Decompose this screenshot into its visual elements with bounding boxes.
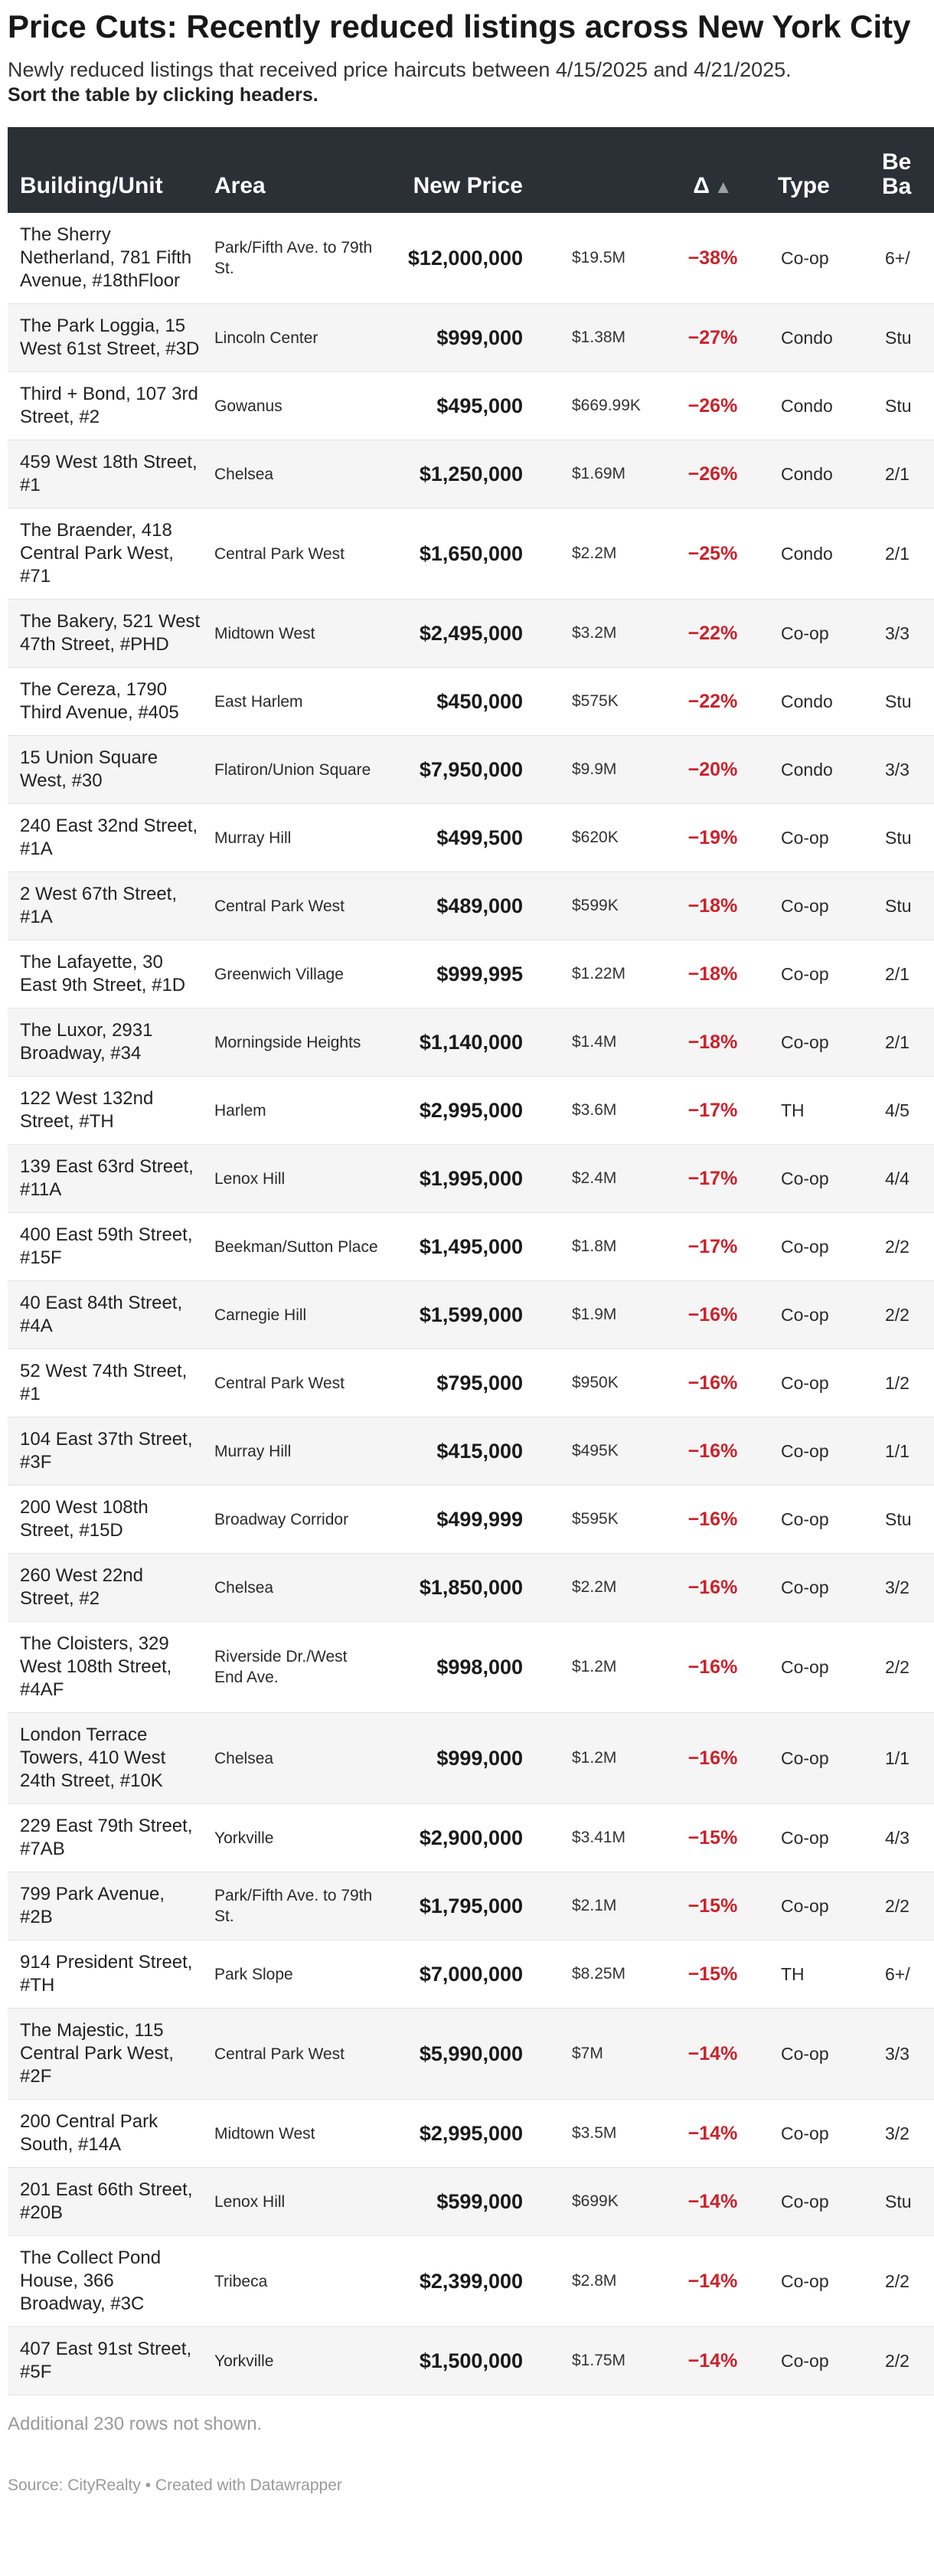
cell-delta: −16% xyxy=(687,1440,738,1462)
cell-new-price: $499,999 xyxy=(436,1507,523,1531)
cell-old-price: $3.5M xyxy=(572,2124,617,2142)
cell-bed-bath: 3/3 xyxy=(885,2043,910,2064)
cell-new-price: $495,000 xyxy=(436,394,523,417)
cell-bed-bath: 1/2 xyxy=(885,1372,910,1393)
table-row xyxy=(8,940,934,1008)
cell-delta: −26% xyxy=(687,394,738,417)
cell-building: The Braender, 418 Central Park West, #71 xyxy=(20,520,174,587)
sort-ascending-icon: ▲ xyxy=(714,177,733,198)
cell-area: Lenox Hill xyxy=(214,1169,286,1188)
cell-type: Co-op xyxy=(781,963,829,984)
cell-bed-bath: 2/2 xyxy=(885,2350,910,2371)
cell-old-price: $1.4M xyxy=(572,1033,617,1051)
cell-new-price: $998,000 xyxy=(436,1655,523,1679)
table-row xyxy=(8,1804,934,1872)
column-header-bed-bath-line1: Be xyxy=(882,149,912,175)
cell-old-price: $3.41M xyxy=(572,1829,626,1846)
cell-type: Co-op xyxy=(781,1656,829,1677)
cell-area: Gowanus xyxy=(214,397,282,415)
cell-type: Co-op xyxy=(781,2191,829,2212)
cell-new-price: $1,850,000 xyxy=(419,1575,523,1599)
cell-building: 122 West 132nd Street, #TH xyxy=(20,1088,154,1132)
cell-new-price: $999,000 xyxy=(436,325,523,349)
cell-building: The Lafayette, 30 East 9th Street, #1D xyxy=(20,952,186,995)
cell-new-price: $2,399,000 xyxy=(419,2269,523,2293)
cell-new-price: $12,000,000 xyxy=(407,246,523,270)
cell-type: Co-op xyxy=(781,1895,829,1916)
cell-delta: −22% xyxy=(687,690,738,712)
table-row xyxy=(8,1281,934,1349)
cell-bed-bath: Stu xyxy=(885,895,912,916)
cell-type: TH xyxy=(781,1963,805,1984)
cell-old-price: $2.8M xyxy=(572,2272,617,2290)
cell-old-price: $2.4M xyxy=(572,1169,617,1187)
more-rows-note: Additional 230 rows not shown. xyxy=(8,2414,263,2434)
column-header-type-label: Type xyxy=(778,173,830,198)
cell-new-price: $2,995,000 xyxy=(419,2121,523,2145)
cell-type: Co-op xyxy=(781,1440,829,1461)
cell-old-price: $2.2M xyxy=(572,544,617,562)
cell-delta: −26% xyxy=(687,463,738,485)
table-row xyxy=(8,1008,934,1077)
cell-area: Lenox Hill xyxy=(214,2192,286,2211)
cell-delta: −14% xyxy=(687,2042,738,2064)
cell-type: Condo xyxy=(781,395,833,416)
cell-building: 15 Union Square West, #30 xyxy=(20,747,158,791)
cell-building: The Park Loggia, 15 West 61st Street, #3D xyxy=(20,315,200,359)
cell-area: Murray Hill xyxy=(214,1442,292,1460)
cell-bed-bath: Stu xyxy=(885,1509,912,1529)
cell-new-price: $1,995,000 xyxy=(419,1166,523,1190)
cell-delta: −16% xyxy=(687,1576,738,1598)
cell-building: 139 East 63rd Street, #11A xyxy=(20,1156,194,1200)
cell-delta: −25% xyxy=(687,542,738,564)
cell-building: 400 East 59th Street, #15F xyxy=(20,1224,193,1268)
cell-building: 229 East 79th Street, #7AB xyxy=(20,1816,193,1859)
cell-old-price: $1.22M xyxy=(572,965,626,982)
cell-new-price: $1,650,000 xyxy=(419,541,523,565)
cell-delta: −18% xyxy=(687,1031,738,1053)
cell-old-price: $9.9M xyxy=(572,760,617,778)
cell-new-price: $5,990,000 xyxy=(419,2042,523,2065)
column-header-new-price-label: New Price xyxy=(413,173,523,198)
cell-building: 459 West 18th Street, #1 xyxy=(20,452,198,495)
cell-new-price: $1,599,000 xyxy=(419,1303,523,1326)
cell-building: 40 East 84th Street, #4A xyxy=(20,1293,183,1336)
cell-bed-bath: 1/1 xyxy=(885,1440,910,1461)
table-row xyxy=(8,872,934,940)
cell-building: London Terrace Towers, 410 West 24th Street, #10K xyxy=(20,1724,166,1791)
cell-type: Co-op xyxy=(781,1236,829,1257)
cell-building: 2 West 67th Street, #1A xyxy=(20,884,177,927)
cell-type: Co-op xyxy=(781,827,829,848)
table-row xyxy=(8,804,934,872)
table-row xyxy=(8,1940,934,2009)
cell-delta: −17% xyxy=(687,1099,738,1121)
cell-new-price: $2,495,000 xyxy=(419,621,523,645)
table-header xyxy=(8,127,934,213)
table-row xyxy=(8,372,934,440)
table-row xyxy=(8,304,934,372)
cell-old-price: $495K xyxy=(572,1442,619,1460)
table-header-row xyxy=(8,127,934,213)
cell-old-price: $699K xyxy=(572,2192,619,2210)
cell-building: 52 West 74th Street, #1 xyxy=(20,1361,188,1404)
cell-area: Yorkville xyxy=(214,2352,274,2370)
cell-area: Yorkville xyxy=(214,1829,274,1847)
cell-old-price: $1.2M xyxy=(572,1658,617,1675)
cell-area: Beekman/Sutton Place xyxy=(214,1237,378,1256)
cell-area: Chelsea xyxy=(214,1578,274,1597)
cell-type: Co-op xyxy=(781,1372,829,1393)
cell-delta: −20% xyxy=(687,758,738,780)
cell-type: Co-op xyxy=(781,2123,829,2143)
cell-new-price: $999,995 xyxy=(436,962,523,986)
column-header-building-label: Building/Unit xyxy=(20,173,163,198)
table-row xyxy=(8,1713,934,1804)
cell-old-price: $1.2M xyxy=(572,1749,617,1767)
cell-building: 914 President Street, #TH xyxy=(20,1952,193,1996)
cell-old-price: $8.25M xyxy=(572,1965,626,1983)
column-header-bed-bath-line2: Ba xyxy=(882,174,912,199)
cell-old-price: $3.6M xyxy=(572,1101,617,1119)
cell-bed-bath: 1/1 xyxy=(885,1747,910,1768)
cell-new-price: $7,950,000 xyxy=(419,757,523,781)
table-row xyxy=(8,1486,934,1554)
cell-new-price: $1,495,000 xyxy=(419,1234,523,1258)
cell-area: East Harlem xyxy=(214,692,303,711)
cell-old-price: $7M xyxy=(572,2045,603,2062)
cell-bed-bath: Stu xyxy=(885,327,912,348)
cell-new-price: $450,000 xyxy=(436,689,523,713)
price-cuts-table xyxy=(8,127,934,2395)
cell-new-price: $1,500,000 xyxy=(419,2349,523,2372)
table-row xyxy=(8,2100,934,2168)
cell-building: The Collect Pond House, 366 Broadway, #3C xyxy=(20,2247,162,2314)
cell-bed-bath: 2/1 xyxy=(885,1031,910,1052)
cell-delta: −14% xyxy=(687,2270,738,2292)
cell-bed-bath: 2/2 xyxy=(885,1656,910,1677)
cell-area: Chelsea xyxy=(214,1749,274,1767)
cell-building: The Cereza, 1790 Third Avenue, #405 xyxy=(20,679,179,723)
cell-building: 240 East 32nd Street, #1A xyxy=(20,816,198,859)
cell-bed-bath: 2/2 xyxy=(885,1895,910,1916)
cell-building: 200 West 108th Street, #15D xyxy=(20,1497,149,1541)
cell-delta: −22% xyxy=(687,622,738,644)
sort-instruction: Sort the table by clicking headers. xyxy=(8,84,318,106)
cell-area: Broadway Corridor xyxy=(214,1510,349,1528)
table-body xyxy=(8,213,934,2395)
cell-bed-bath: 2/2 xyxy=(885,1304,910,1325)
table-row xyxy=(8,668,934,736)
cell-area: Park Slope xyxy=(214,1965,293,1983)
cell-old-price: $2.1M xyxy=(572,1897,617,1914)
table-row xyxy=(8,2327,934,2395)
cell-type: Co-op xyxy=(781,1168,829,1188)
cell-bed-bath: 2/1 xyxy=(885,463,910,484)
cell-bed-bath: 3/2 xyxy=(885,1577,910,1597)
cell-old-price: $1.9M xyxy=(572,1306,617,1323)
cell-area: Riverside Dr./West End Ave. xyxy=(214,1648,348,1686)
cell-new-price: $999,000 xyxy=(436,1746,523,1770)
cell-old-price: $3.2M xyxy=(572,624,617,642)
cell-delta: −14% xyxy=(687,2190,738,2212)
cell-building: The Bakery, 521 West 47th Street, #PHD xyxy=(20,611,201,655)
cell-type: Co-op xyxy=(781,2043,829,2064)
cell-old-price: $950K xyxy=(572,1374,619,1391)
table-row xyxy=(8,600,934,668)
cell-old-price: $1.38M xyxy=(572,329,626,346)
cell-bed-bath: 2/1 xyxy=(885,543,910,564)
table-row xyxy=(8,213,934,304)
table-row xyxy=(8,736,934,804)
table-row xyxy=(8,2009,934,2100)
cell-building: 260 West 22nd Street, #2 xyxy=(20,1565,144,1609)
cell-delta: −14% xyxy=(687,2349,738,2372)
cell-bed-bath: 3/3 xyxy=(885,623,910,643)
table-row xyxy=(8,2236,934,2327)
cell-new-price: $489,000 xyxy=(436,894,523,917)
cell-delta: −19% xyxy=(687,826,738,848)
cell-type: Condo xyxy=(781,691,833,711)
cell-area: Lincoln Center xyxy=(214,329,318,347)
cell-area: Park/Fifth Ave. to 79th St. xyxy=(214,239,373,277)
cell-bed-bath: 3/3 xyxy=(885,759,910,780)
cell-old-price: $595K xyxy=(572,1510,619,1528)
cell-type: Co-op xyxy=(781,1827,829,1848)
table-row xyxy=(8,1349,934,1417)
cell-delta: −17% xyxy=(687,1167,738,1189)
cell-type: Co-op xyxy=(781,1509,829,1529)
source-credit: Source: CityRealty • Created with Datawrapper xyxy=(8,2476,342,2494)
column-header-new-price[interactable] xyxy=(378,127,540,213)
column-header-building[interactable] xyxy=(8,127,202,213)
cell-building: The Sherry Netherland, 781 Fifth Avenue, #18thFloor xyxy=(20,224,192,291)
cell-type: Co-op xyxy=(781,2350,829,2371)
cell-old-price: $669.99K xyxy=(572,397,641,414)
cell-building: 201 East 66th Street, #20B xyxy=(20,2179,193,2223)
column-header-bed-bath[interactable] xyxy=(870,127,934,213)
table-row xyxy=(8,1554,934,1622)
cell-area: Central Park West xyxy=(214,1374,345,1392)
cell-new-price: $499,500 xyxy=(436,825,523,849)
page-title: Price Cuts: Recently reduced listings across New York City xyxy=(8,8,911,44)
table-row xyxy=(8,440,934,508)
cell-old-price: $1.69M xyxy=(572,465,626,482)
column-header-type[interactable] xyxy=(766,127,870,213)
cell-type: Co-op xyxy=(781,1031,829,1052)
cell-building: 799 Park Avenue, #2B xyxy=(20,1884,165,1927)
cell-building: 200 Central Park South, #14A xyxy=(20,2111,158,2155)
cell-bed-bath: 4/3 xyxy=(885,1827,910,1848)
cell-delta: −17% xyxy=(687,1235,738,1257)
cell-bed-bath: 6+/ xyxy=(885,1963,910,1984)
column-header-old-price[interactable] xyxy=(540,127,660,213)
cell-type: Condo xyxy=(781,759,833,780)
cell-new-price: $1,795,000 xyxy=(419,1894,523,1917)
column-header-delta[interactable] xyxy=(660,127,766,213)
cell-new-price: $1,250,000 xyxy=(419,462,523,485)
cell-delta: −38% xyxy=(687,247,738,269)
table-row xyxy=(8,1145,934,1213)
cell-bed-bath: 4/4 xyxy=(885,1168,910,1188)
table-row xyxy=(8,1077,934,1145)
cell-old-price: $599K xyxy=(572,897,619,914)
cell-type: Co-op xyxy=(781,895,829,916)
cell-delta: −14% xyxy=(687,2122,738,2144)
cell-bed-bath: 4/5 xyxy=(885,1100,910,1120)
cell-building: 407 East 91st Street, #5F xyxy=(20,2339,192,2382)
cell-type: Co-op xyxy=(781,2270,829,2291)
cell-building: The Cloisters, 329 West 108th Street, #4AF xyxy=(20,1633,172,1700)
cell-new-price: $2,995,000 xyxy=(419,1098,523,1122)
cell-type: Co-op xyxy=(781,623,829,643)
cell-area: Central Park West xyxy=(214,897,345,915)
table-row xyxy=(8,1872,934,1940)
cell-delta: −15% xyxy=(687,1894,738,1917)
cell-type: Co-op xyxy=(781,1747,829,1768)
cell-bed-bath: 2/2 xyxy=(885,2270,910,2291)
cell-bed-bath: Stu xyxy=(885,691,912,711)
cell-delta: −16% xyxy=(687,1371,738,1394)
cell-bed-bath: Stu xyxy=(885,395,912,416)
column-header-delta-label: Δ xyxy=(693,173,710,198)
cell-new-price: $599,000 xyxy=(436,2189,523,2213)
cell-new-price: $415,000 xyxy=(436,1439,523,1463)
cell-area: Central Park West xyxy=(214,544,345,563)
cell-old-price: $2.2M xyxy=(572,1578,617,1596)
cell-old-price: $620K xyxy=(572,829,619,846)
cell-area: Morningside Heights xyxy=(214,1033,361,1051)
cell-type: Condo xyxy=(781,543,833,564)
cell-building: 104 East 37th Street, #3F xyxy=(20,1429,193,1473)
cell-bed-bath: Stu xyxy=(885,827,912,848)
cell-area: Flatiron/Union Square xyxy=(214,760,371,779)
cell-bed-bath: 2/1 xyxy=(885,963,910,984)
cell-delta: −16% xyxy=(687,1656,738,1678)
cell-new-price: $1,140,000 xyxy=(419,1030,523,1054)
cell-type: TH xyxy=(781,1100,805,1120)
cell-bed-bath: Stu xyxy=(885,2191,912,2212)
price-cuts-table-container xyxy=(8,127,934,2395)
cell-area: Tribeca xyxy=(214,2272,268,2290)
cell-delta: −16% xyxy=(687,1303,738,1326)
column-header-area-label: Area xyxy=(214,173,266,198)
cell-delta: −16% xyxy=(687,1747,738,1769)
cell-delta: −27% xyxy=(687,326,738,348)
cell-old-price: $575K xyxy=(572,692,619,710)
cell-building: The Majestic, 115 Central Park West, #2F xyxy=(20,2020,174,2087)
cell-type: Condo xyxy=(781,327,833,348)
cell-delta: −15% xyxy=(687,1963,738,1985)
cell-area: Midtown West xyxy=(214,624,315,642)
cell-area: Chelsea xyxy=(214,465,274,483)
cell-type: Condo xyxy=(781,463,833,484)
cell-type: Co-op xyxy=(781,1577,829,1597)
cell-area: Park/Fifth Ave. to 79th St. xyxy=(214,1887,373,1925)
cell-type: Co-op xyxy=(781,247,829,268)
cell-delta: −15% xyxy=(687,1826,738,1849)
cell-building: Third + Bond, 107 3rd Street, #2 xyxy=(20,384,198,427)
cell-type: Co-op xyxy=(781,1304,829,1325)
cell-delta: −18% xyxy=(687,894,738,917)
cell-delta: −18% xyxy=(687,963,738,985)
cell-new-price: $2,900,000 xyxy=(419,1826,523,1849)
table-row xyxy=(8,1622,934,1713)
cell-old-price: $19.5M xyxy=(572,249,626,266)
cell-area: Central Park West xyxy=(214,2045,345,2063)
column-header-area[interactable] xyxy=(202,127,378,213)
cell-area: Murray Hill xyxy=(214,829,292,847)
cell-new-price: $7,000,000 xyxy=(419,1962,523,1986)
table-row xyxy=(8,508,934,600)
cell-old-price: $1.75M xyxy=(572,2352,626,2369)
cell-old-price: $1.8M xyxy=(572,1237,617,1255)
page-description: Newly reduced listings that received price haircuts between 4/15/2025 and 4/21/2025. xyxy=(8,58,792,81)
table-row xyxy=(8,1213,934,1281)
cell-bed-bath: 2/2 xyxy=(885,1236,910,1257)
cell-building: The Luxor, 2931 Broadway, #34 xyxy=(20,1020,153,1064)
cell-area: Harlem xyxy=(214,1101,266,1120)
cell-new-price: $795,000 xyxy=(436,1371,523,1394)
cell-area: Midtown West xyxy=(214,2124,315,2143)
cell-area: Carnegie Hill xyxy=(214,1306,307,1324)
cell-bed-bath: 6+/ xyxy=(885,247,910,268)
cell-bed-bath: 3/2 xyxy=(885,2123,910,2143)
table-row xyxy=(8,1417,934,1486)
cell-delta: −16% xyxy=(687,1508,738,1530)
table-row xyxy=(8,2168,934,2236)
cell-area: Greenwich Village xyxy=(214,965,344,983)
